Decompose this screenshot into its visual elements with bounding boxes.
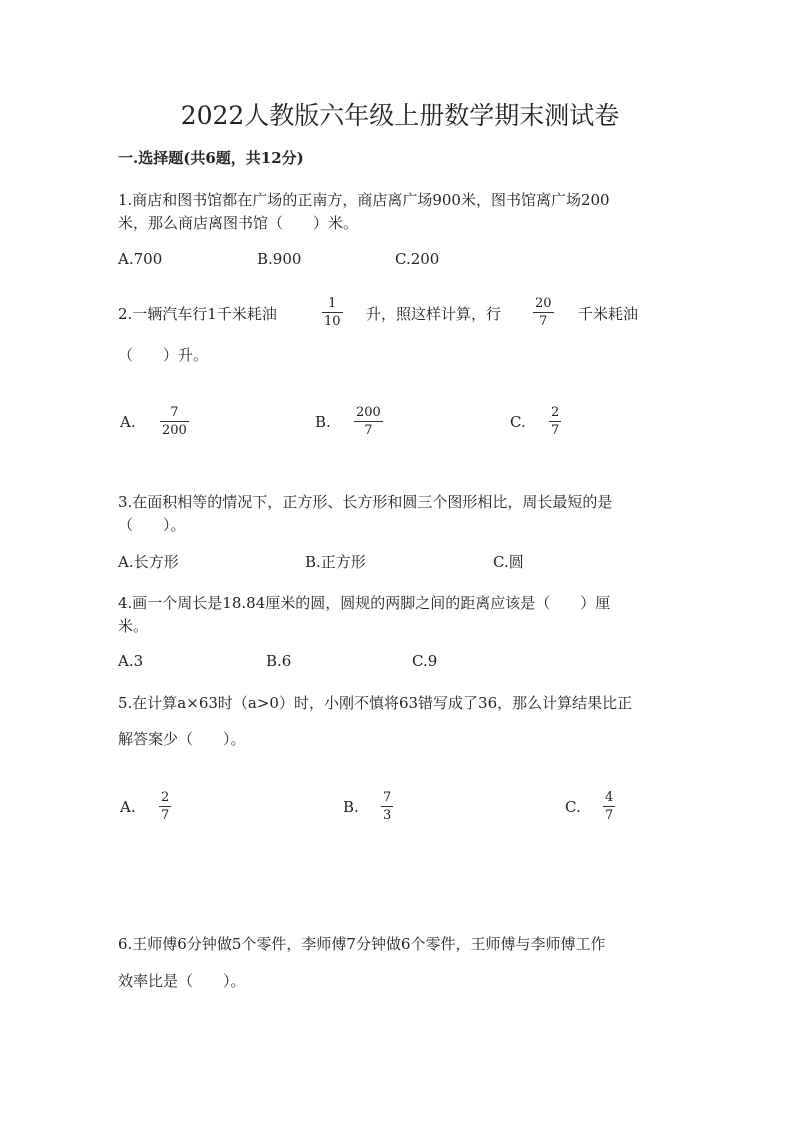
q5-option-c-numerator: 4 [605, 790, 614, 805]
q4-option-b: B.6 [266, 652, 292, 670]
q2-option-b-numerator: 200 [356, 405, 381, 420]
q2-option-c-label: C. [510, 413, 526, 431]
q2-text-part1: 2.一辆汽车行1千米耗油 [118, 305, 277, 323]
fraction-bar [533, 312, 554, 313]
q2-fraction-1 [322, 296, 343, 329]
q5-option-a-numerator: 2 [161, 790, 170, 805]
q5-option-b-fraction [381, 790, 393, 823]
q1-option-a: A.700 [118, 250, 163, 268]
q2-fraction-2-numerator: 20 [535, 296, 552, 311]
q2-option-b-label: B. [315, 413, 331, 431]
q1-line2: 米，那么商店离图书馆（ ）米。 [118, 214, 359, 232]
q2-option-a-numerator: 7 [170, 405, 179, 420]
fraction-bar [549, 421, 561, 422]
q4-option-a: A.3 [118, 652, 144, 670]
fraction-bar [322, 312, 343, 313]
q2-fraction-2 [533, 296, 554, 329]
q2-line2: （ ）升。 [118, 346, 209, 364]
q1-option-b: B.900 [257, 250, 302, 268]
q5-option-a-fraction [159, 790, 171, 823]
q3-option-b: B.正方形 [305, 553, 366, 571]
q1-line1: 1.商店和图书馆都在广场的正南方，商店离广场900米，图书馆离广场200 [118, 191, 610, 209]
q2-fraction-2-denominator: 7 [539, 314, 548, 329]
q2-option-a-label: A. [120, 413, 136, 431]
q3-option-c: C.圆 [493, 553, 524, 571]
q2-option-a-denominator: 200 [162, 423, 187, 438]
fraction-bar [160, 421, 189, 422]
q2-option-c-fraction [549, 405, 561, 438]
q5-option-a-label: A. [120, 798, 136, 816]
q2-text-part3: 千米耗油 [578, 305, 639, 323]
q2-option-a-fraction [160, 405, 189, 438]
q3-line2: （ ）。 [118, 516, 186, 534]
q2-option-c-numerator: 2 [551, 405, 560, 420]
q5-line1: 5.在计算a×63时（a>0）时，小刚不慎将63错写成了36，那么计算结果比正 [118, 694, 633, 712]
q2-option-c-denominator: 7 [551, 423, 560, 438]
q1-option-c: C.200 [395, 250, 440, 268]
q3-option-a: A.长方形 [118, 553, 179, 571]
q5-option-c-label: C. [565, 798, 581, 816]
q4-option-c: C.9 [412, 652, 438, 670]
section-heading: 一.选择题(共6题，共12分) [118, 149, 304, 167]
q5-option-c-denominator: 7 [605, 808, 614, 823]
page-title: 2022人教版六年级上册数学期末测试卷 [180, 101, 620, 130]
fraction-bar [381, 806, 393, 807]
fraction-bar [354, 421, 383, 422]
q2-fraction-1-denominator: 10 [324, 314, 341, 329]
q6-line2: 效率比是（ ）。 [118, 972, 246, 990]
q2-option-b-denominator: 7 [364, 423, 373, 438]
q5-line2: 解答案少（ ）。 [118, 730, 246, 748]
q2-fraction-1-numerator: 1 [328, 296, 337, 311]
q5-option-b-label: B. [343, 798, 359, 816]
q2-text-part2: 升，照这样计算，行 [366, 305, 502, 323]
q2-option-b-fraction [354, 405, 383, 438]
q5-option-a-denominator: 7 [161, 808, 170, 823]
q3-line1: 3.在面积相等的情况下，正方形、长方形和圆三个图形相比，周长最短的是 [118, 493, 613, 511]
fraction-bar [159, 806, 171, 807]
q4-line2: 米。 [118, 617, 149, 635]
q5-option-c-fraction [603, 790, 615, 823]
q5-option-b-denominator: 3 [383, 808, 392, 823]
q5-option-b-numerator: 7 [383, 790, 392, 805]
fraction-bar [603, 806, 615, 807]
q4-line1: 4.画一个周长是18.84厘米的圆，圆规的两脚之间的距离应该是（ ）厘 [118, 594, 611, 612]
q6-line1: 6.王师傅6分钟做5个零件，李师傅7分钟做6个零件，王师傅与李师傅工作 [118, 935, 606, 953]
